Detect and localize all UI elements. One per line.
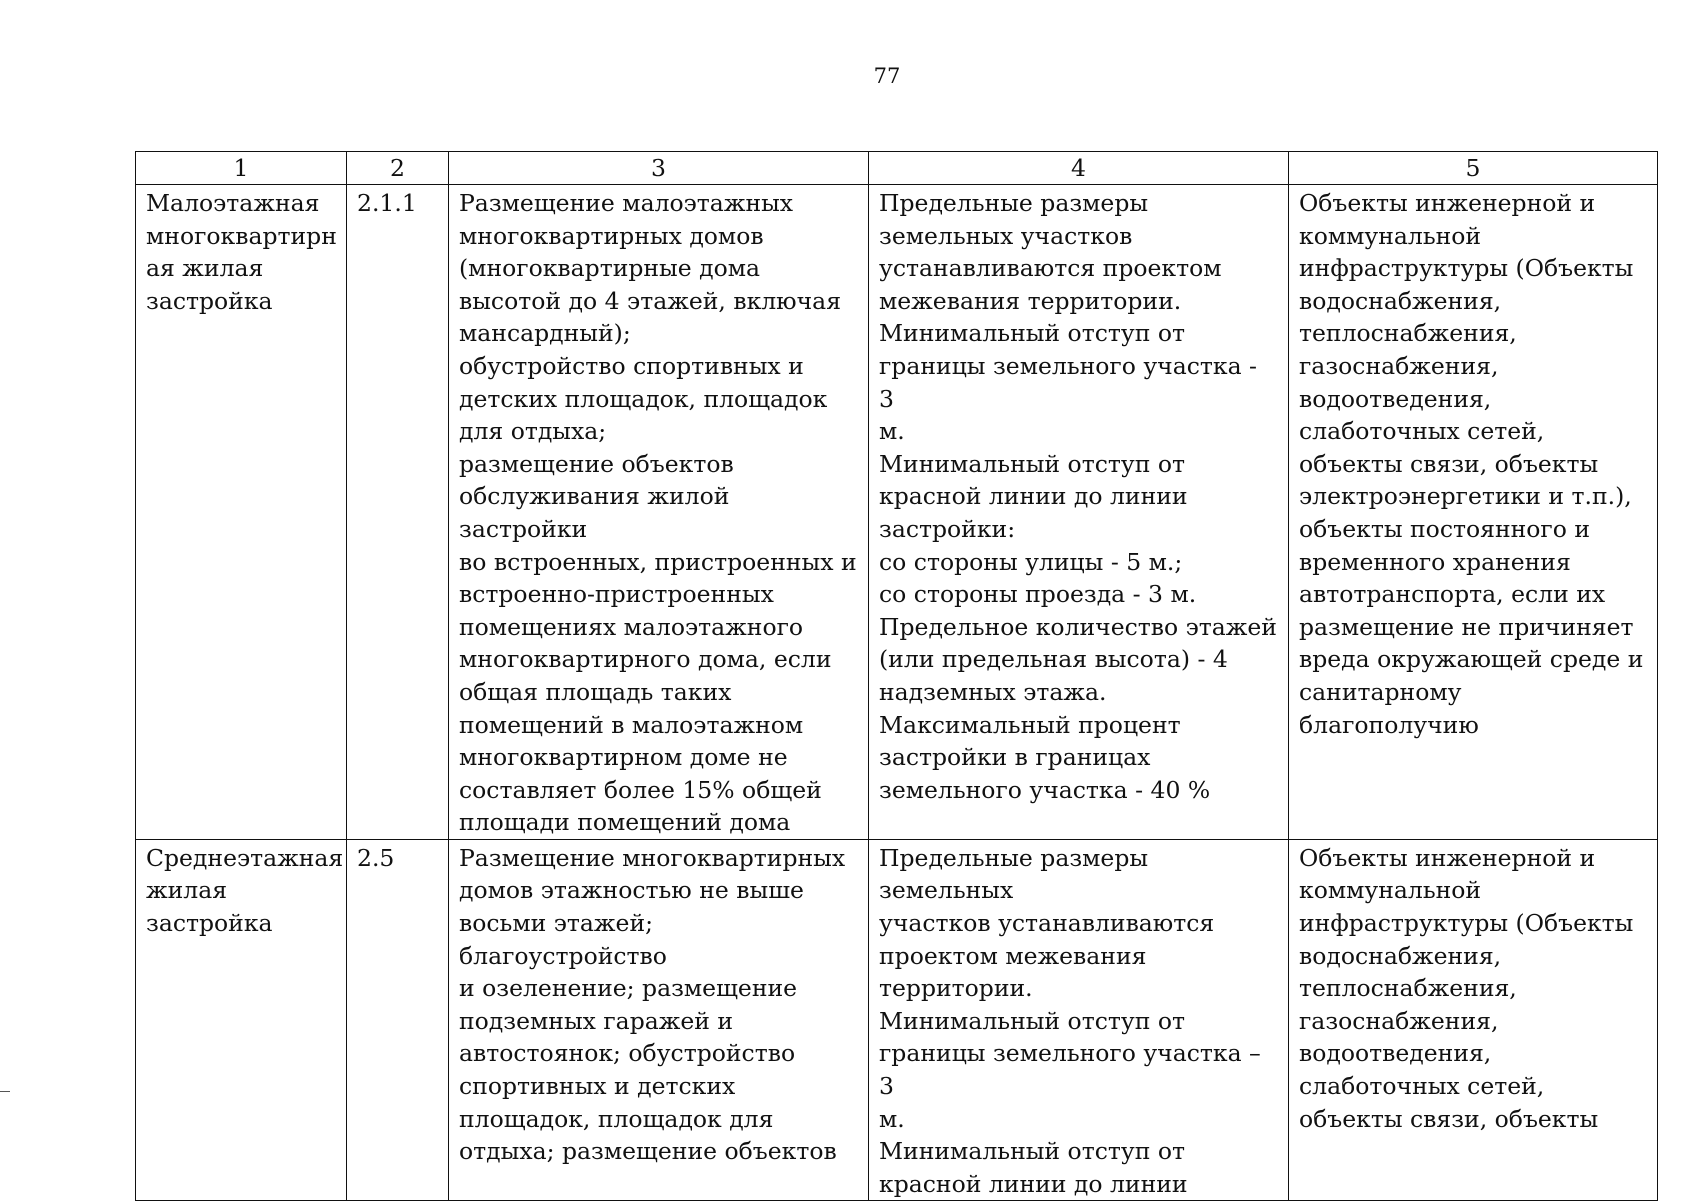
land-use-infrastructure: Объекты инженерной и коммунальной инфраструктуры (Объекты водоснабжения, теплоснабжения, газоснабжения, водоотведения, слаботочных сетей, объекты связи, объекты bbox=[1289, 839, 1658, 1201]
column-header-3: 3 bbox=[449, 152, 869, 185]
land-use-name: Малоэтажная многоквартирн ая жилая застройка bbox=[136, 185, 347, 840]
column-header-4: 4 bbox=[869, 152, 1289, 185]
land-use-code: 2.5 bbox=[347, 839, 449, 1201]
land-use-code: 2.1.1 bbox=[347, 185, 449, 840]
column-header-1: 1 bbox=[136, 152, 347, 185]
margin-mark bbox=[0, 1091, 10, 1092]
land-use-description: Размещение малоэтажных многоквартирных домов (многоквартирные дома высотой до 4 этажей, включая мансардный); обустройство спортивных и детских площадок, площадок для отдыха; размещение объектов обслуживания жилой застройки во встроенных, пристроенных и встроенно-пристроенных помещениях малоэтажного многоквартирного дома, если общая площадь таких помещений в малоэтажном многоквартирном доме не составляет более 15% общей площади помещений дома bbox=[449, 185, 869, 840]
land-use-parameters: Предельные размеры земельных участков устанавливаются проектом межевания территории. Минимальный отступ от границы земельного участка – 3 м. Минимальный отступ от красной линии до линии bbox=[869, 839, 1289, 1201]
table-row bbox=[136, 185, 1658, 840]
land-use-name: Среднеэтажная жилая застройка bbox=[136, 839, 347, 1201]
land-use-infrastructure: Объекты инженерной и коммунальной инфраструктуры (Объекты водоснабжения, теплоснабжения, газоснабжения, водоотведения, слаботочных сетей, объекты связи, объекты электроэнергетики и т.п.), объекты постоянного и временного хранения автотранспорта, если их размещение не причиняет вреда окружающей среде и санитарному благополучию bbox=[1289, 185, 1658, 840]
land-use-description: Размещение многоквартирных домов этажностью не выше восьми этажей; благоустройство и озеленение; размещение подземных гаражей и автостоянок; обустройство спортивных и детских площадок, площадок для отдыха; размещение объектов bbox=[449, 839, 869, 1201]
column-header-2: 2 bbox=[347, 152, 449, 185]
page-number: 77 bbox=[873, 64, 901, 88]
table-header-row bbox=[136, 152, 1658, 185]
zoning-regulations-table bbox=[135, 151, 1658, 1201]
column-header-5: 5 bbox=[1289, 152, 1658, 185]
land-use-parameters: Предельные размеры земельных участков устанавливаются проектом межевания территории. Минимальный отступ от границы земельного участка - 3 м. Минимальный отступ от красной линии до линии застройки: со стороны улицы - 5 м.; со стороны проезда - 3 м. Предельное количество этажей (или предельная высота) - 4 надземных этажа. Максимальный процент застройки в границах земельного участка - 40 % bbox=[869, 185, 1289, 840]
table-row bbox=[136, 839, 1658, 1201]
